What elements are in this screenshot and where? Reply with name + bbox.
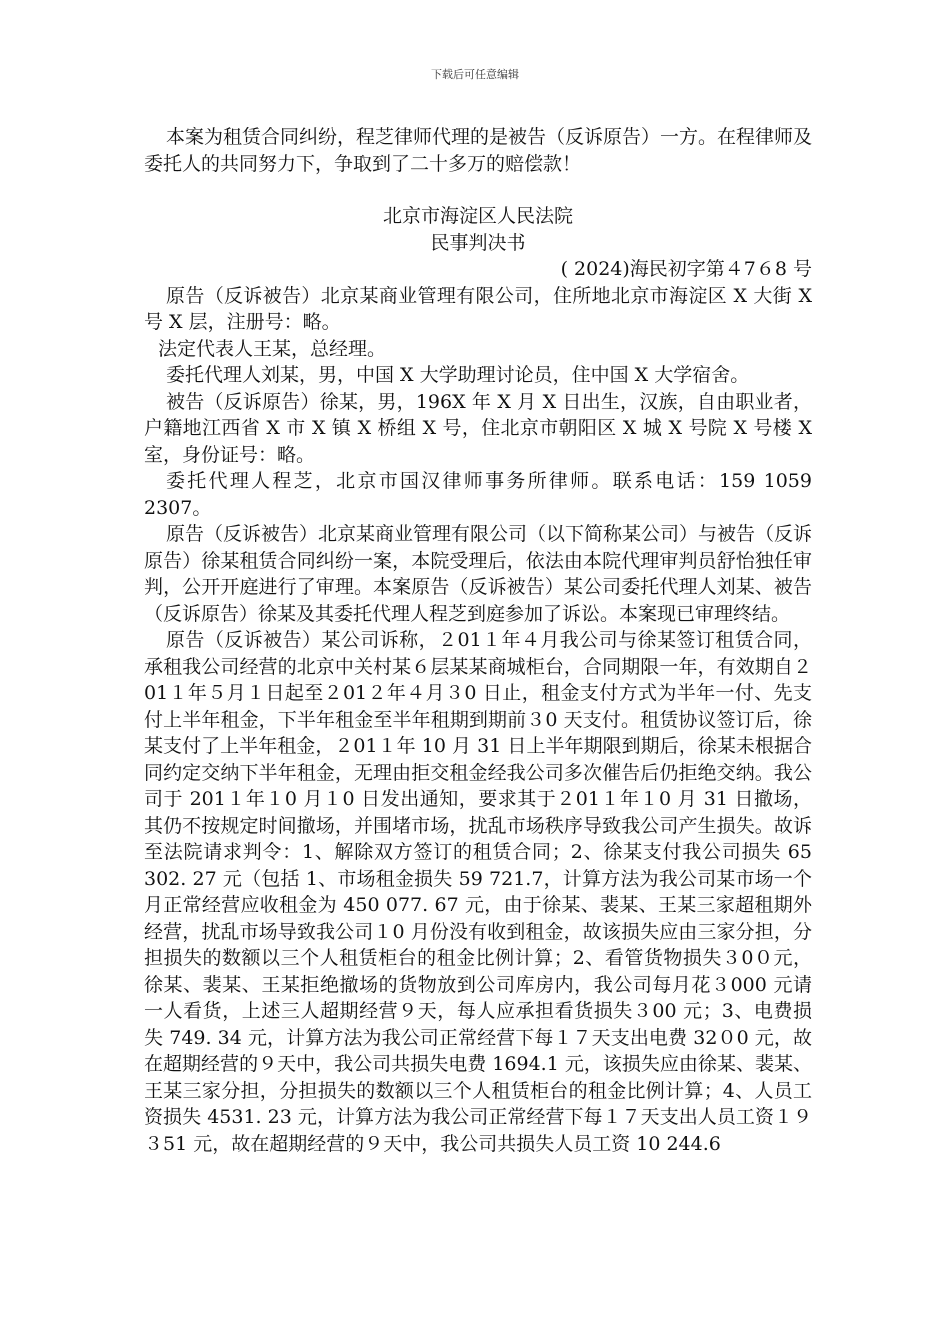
- case-summary-paragraph: 原告（反诉被告）北京某商业管理有限公司（以下简称某公司）与被告（反诉原告）徐某租赁合同纠纷一案，本院受理后，依法由本院代理审判员舒怡独任审判，公开开庭进行了审理。本案原告（反诉被告）某公司委托代理人刘某、被告（反诉原告）徐某及其委托代理人程芝到庭参加了诉讼。本案现已审理终结。: [144, 523, 813, 625]
- court-name: 北京市海淀区人民法院: [382, 205, 573, 227]
- defendant-agent-paragraph: 委托代理人程芝，北京市国汉律师事务所律师。联系电话：159 1059 2307。: [144, 470, 812, 519]
- case-number: ( 2024)海民初字第４7６8 号: [560, 258, 812, 280]
- page-header: 下载后可任意编辑: [431, 68, 519, 81]
- defendant-paragraph: 被告（反诉原告）徐某，男，196X 年 X 月 X 日出生，汉族，自由职业者，户籍地江西省 X 市 X 镇 X 桥组 X 号，住北京市朝阳区 X 城 X 号院 X 号楼 X 室，身份证号：略。: [144, 390, 812, 466]
- plaintiff-claims-paragraph: 原告（反诉被告）某公司诉称，２01１年４月我公司与徐某签订租赁合同，承租我公司经营的北京中关村某６层某某商城柜台，合同期限一年，有效期自２01１年５月１日起至２01２年４月３0 日止，租金支付方式为半年一付、先支付上半年租金，下半年租金至半年租期到期前３0 天支付。租赁协议签订后，徐某支付了上半年租金，２01１年 10 月 31 日上半年期限到期后，徐某未根据合同约定交纳下半年租金，无理由拒交租金经我公司多次催告后仍拒绝交纳。我公司于 201１年１0 月１0 日发出通知，要求其于２01１年１0 月 31 日撤场，其仍不按规定时间撤场，并围堵市场，扰乱市场秩序导致我公司产生损失。故诉至法院请求判令：1、解除双方签订的租赁合同；2、徐某支付我公司损失 65 302. 27 元（包括 1、市场租金损失 59 721.7，计算方法为我公司某市场一个月正常经营应收租金为 450 077. 67 元，由于徐某、裴某、王某三家超租期外经营，扰乱市场导致我公司１0 月份没有收到租金，故该损失应由三家分担，分担损失的数额以三个人租赁柜台的租金比例计算；2、看管货物损失３0０元，徐某、裴某、王某拒绝撤场的货物放到公司库房内，我公司每月花３000 元请一人看货，上述三人超期经营９天，每人应承担看货损失３00 元；3、电费损失 749. 34 元，计算方法为我公司正常经营下每１７天支出电费 32０0 元，故在超期经营的９天中，我公司共损失电费 1694.1 元，该损失应由徐某、裴某、王某三家分担，分担损失的数额以三个人租赁柜台的租金比例计算；4、人员工资损失 4531. 23 元，计算方法为我公司正常经营下每１７天支出人员工资１９３51 元，故在超期经营的９天中，我公司共损失人员工资 10 244.6: [144, 629, 812, 1155]
- spacer: [144, 177, 812, 203]
- plaintiff-agent-paragraph: 委托代理人刘某，男，中国 X 大学助理讨论员，住中国 X 大学宿舍。: [166, 364, 750, 386]
- document-body: [144, 124, 812, 1157]
- plaintiff-paragraph: 原告（反诉被告）北京某商业管理有限公司，住所地北京市海淀区 X 大街 X 号 X 层，注册号：略。: [144, 284, 812, 333]
- legal-representative-paragraph: 法定代表人王某，总经理。: [158, 337, 387, 360]
- document-title: 民事判决书: [430, 231, 526, 254]
- intro-paragraph: 本案为租赁合同纠纷，程芝律师代理的是被告（反诉原告）一方。在程律师及委托人的共同努力下，争取到了二十多万的赔偿款！: [144, 126, 813, 175]
